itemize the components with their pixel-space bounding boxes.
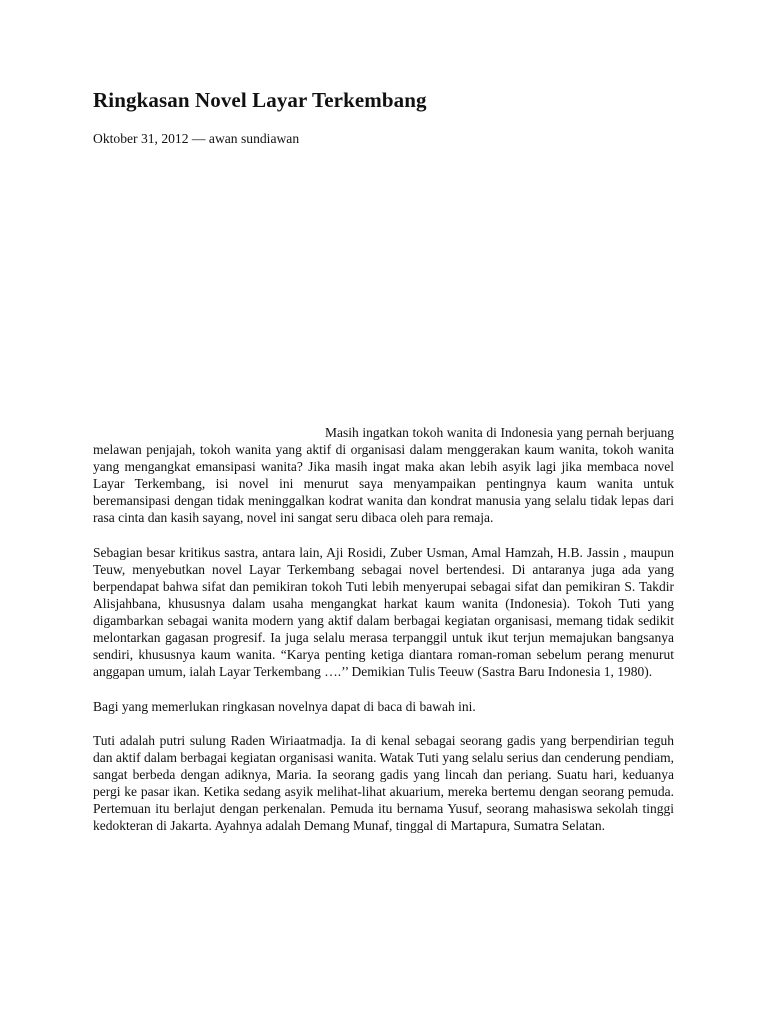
paragraph-summary-note: Bagi yang memerlukan ringkasan novelnya dapat di baca di bawah ini. xyxy=(93,698,476,714)
paragraph-summary: Tuti adalah putri sulung Raden Wiriaatmadja. Ia di kenal sebagai seorang gadis yang berpendirian teguh dan aktif dalam berbagai kegiatan organisasi wanita. Watak Tuti yang selalu serius dan cenderung pendiam, sangat berbeda dengan adiknya, Maria. Ia seorang gadis yang lincah dan periang. Suatu hari, keduanya pergi ke pasar ikan. Ketika sedang asyik melihat-lihat akuarium, mereka bertemu dengan seorang pemuda. Pertemuan itu berlajut dengan perkenalan. Pemuda itu bernama Yusuf, seorang mahasiswa sekolah tinggi kedokteran di Jakarta. Ayahnya adalah Demang Munaf, tinggal di Martapura, Sumatra Selatan. xyxy=(93,732,675,834)
paragraph-text: Masih ingatkan tokoh wanita di Indonesia yang pernah berjuang melawan penjajah, tokoh wanita yang aktif di organisasi dalam menggerakan kaum wanita, tokoh wanita yang mengangkat emansipasi wanita? Jika masih ingat maka akan lebih asyik lagi jika membaca novel Layar Terkembang, isi novel ini menurut saya menyampaikan pentingnya kaum wanita untuk beremansipasi dengan tidak meninggalkan kodrat wanita dan kondrat manusia yang selalu tidak lepas dari rasa cinta dan kasih sayang, novel ini sangat seru dibaca oleh para remaja. xyxy=(93,425,674,526)
article-body xyxy=(93,424,674,851)
paragraph-critics: Sebagian besar kritikus sastra, antara lain, Aji Rosidi, Zuber Usman, Amal Hamzah, H.B. Jassin , maupun Teuw, menyebutkan novel Layar Terkembang sebagai novel bertendesi. Di antaranya juga ada yang berpendapat bahwa sifat dan pemikiran tokoh Tuti lebih menyerupai sebagai sifat dan pemikiran S. Takdir Alisjahbana, khususnya dalam usaha mengangkat harkat kaum wanita (Indonesia). Tokoh Tuti yang digambarkan sebagai wanita modern yang aktif dalam berbagai kegiatan organisasi, memang tidak sedikit melontarkan gagasan progresif. Ia juga selalu merasa terpanggil untuk ikut terjun memajukan bangsanya sendiri, khususnya kaum wanita. “Karya penting ketiga diantara roman-roman sebelum perang menurut anggapan umum, ialah Layar Terkembang ….’’ Demikian Tulis Teeuw (Sastra Baru Indonesia 1, 1980). xyxy=(93,544,674,680)
article-byline: Oktober 31, 2012 — awan sundiawan xyxy=(93,131,300,146)
paragraph-intro xyxy=(93,424,674,527)
article-title: Ringkasan Novel Layar Terkembang xyxy=(93,88,427,112)
